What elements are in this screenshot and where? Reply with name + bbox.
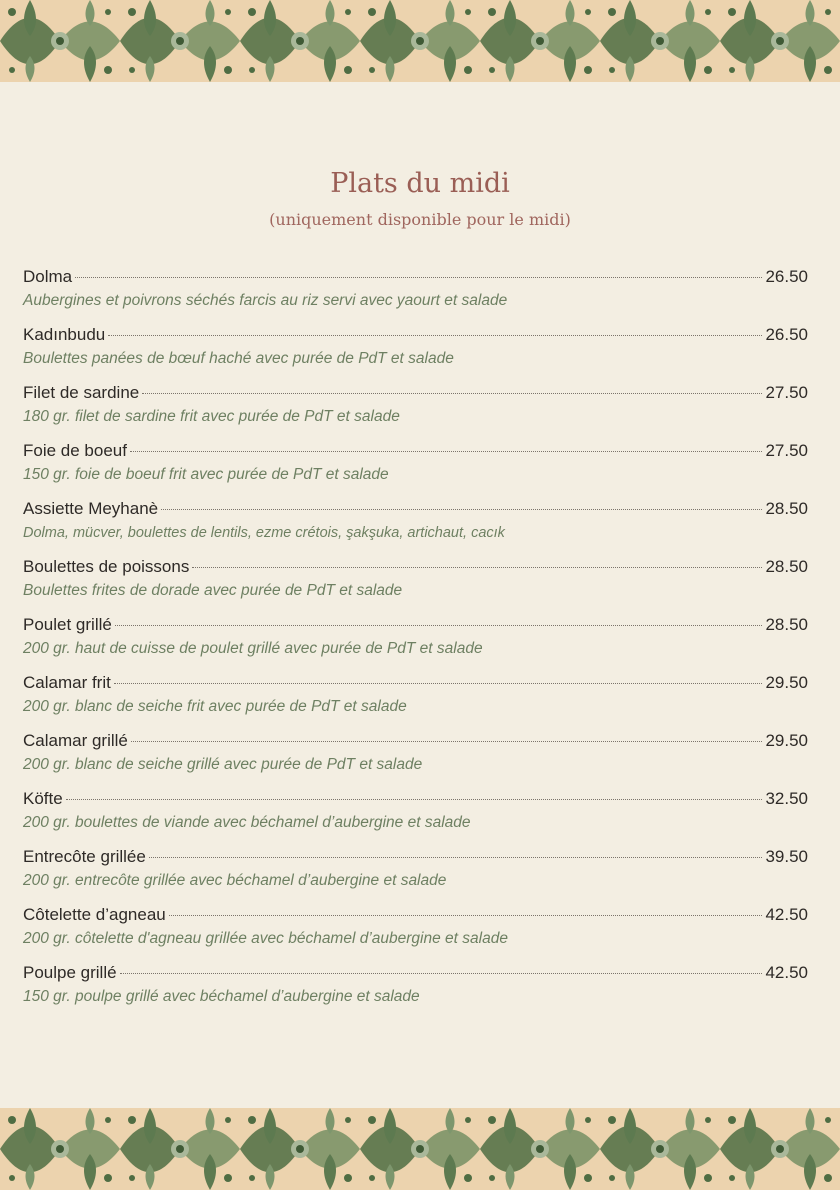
dish-name: Boulettes de poissons bbox=[23, 557, 190, 576]
dish-description: 200 gr. côtelette d'agneau grillée avec béchamel d’aubergine et salade bbox=[23, 930, 508, 947]
dish-description: Dolma, mücver, boulettes de lentils, ezme crétois, şakşuka, artichaut, cacık bbox=[23, 525, 505, 541]
dot-leader bbox=[115, 624, 763, 626]
dot-leader bbox=[108, 334, 762, 336]
menu-item bbox=[23, 496, 808, 554]
dish-price: 27.50 bbox=[765, 383, 808, 402]
floral-border-pattern-icon bbox=[0, 0, 840, 82]
page-subtitle: (uniquement disponible pour le midi) bbox=[269, 210, 571, 229]
dot-leader bbox=[142, 392, 762, 394]
menu-item bbox=[23, 786, 808, 844]
dish-description: 200 gr. blanc de seiche frit avec purée de PdT et salade bbox=[23, 698, 407, 715]
dot-leader bbox=[169, 914, 763, 916]
dish-description: 200 gr. entrecôte grillée avec béchamel d’aubergine et salade bbox=[23, 872, 447, 889]
page-title: Plats du midi bbox=[330, 168, 510, 199]
floral-border-pattern-icon bbox=[0, 1108, 840, 1190]
dot-leader bbox=[114, 682, 763, 684]
dish-description: 200 gr. boulettes de viande avec béchamel d’aubergine et salade bbox=[23, 814, 471, 831]
menu-item bbox=[23, 438, 808, 496]
bottom-floral-border bbox=[0, 1108, 840, 1190]
menu-list bbox=[23, 264, 808, 1018]
dish-price: 26.50 bbox=[765, 267, 808, 286]
dish-name: Foie de boeuf bbox=[23, 441, 127, 460]
dish-price: 27.50 bbox=[765, 441, 808, 460]
menu-item bbox=[23, 728, 808, 786]
menu-item bbox=[23, 902, 808, 960]
dish-price: 32.50 bbox=[765, 789, 808, 808]
dish-name: Poulet grillé bbox=[23, 615, 112, 634]
menu-item bbox=[23, 380, 808, 438]
dish-description: Boulettes frites de dorade avec purée de PdT et salade bbox=[23, 582, 403, 599]
dot-leader bbox=[120, 972, 763, 974]
dish-price: 42.50 bbox=[765, 963, 808, 982]
dish-name: Poulpe grillé bbox=[23, 963, 117, 982]
menu-item bbox=[23, 264, 808, 322]
dish-name: Dolma bbox=[23, 267, 73, 286]
dish-name: Côtelette d’agneau bbox=[23, 905, 166, 924]
dish-price: 29.50 bbox=[765, 673, 808, 692]
dish-price: 42.50 bbox=[765, 905, 808, 924]
dish-name: Calamar grillé bbox=[23, 731, 128, 750]
dish-price: 26.50 bbox=[765, 325, 808, 344]
dish-price: 28.50 bbox=[765, 557, 808, 576]
dish-price: 28.50 bbox=[765, 615, 808, 634]
menu-item bbox=[23, 844, 808, 902]
menu-item bbox=[23, 960, 808, 1018]
dish-price: 39.50 bbox=[765, 847, 808, 866]
dish-name: Entrecôte grillée bbox=[23, 847, 146, 866]
dish-description: Boulettes panées de bœuf haché avec purée de PdT et salade bbox=[23, 350, 454, 367]
menu-item bbox=[23, 322, 808, 380]
top-floral-border bbox=[0, 0, 840, 82]
dish-price: 29.50 bbox=[765, 731, 808, 750]
dot-leader bbox=[149, 856, 763, 858]
dot-leader bbox=[131, 740, 763, 742]
dish-description: 150 gr. foie de boeuf frit avec purée de PdT et salade bbox=[23, 466, 389, 483]
dish-description: 200 gr. haut de cuisse de poulet grillé avec purée de PdT et salade bbox=[23, 640, 483, 657]
dish-name: Kadınbudu bbox=[23, 325, 106, 344]
dot-leader bbox=[130, 450, 762, 452]
dot-leader bbox=[161, 508, 762, 510]
menu-item bbox=[23, 554, 808, 612]
menu-item bbox=[23, 670, 808, 728]
dish-description: Aubergines et poivrons séchés farcis au riz servi avec yaourt et salade bbox=[23, 292, 508, 309]
dot-leader bbox=[66, 798, 763, 800]
dish-name: Assiette Meyhanè bbox=[23, 499, 159, 518]
dot-leader bbox=[192, 566, 762, 568]
dot-leader bbox=[75, 276, 762, 278]
dish-description: 150 gr. poulpe grillé avec béchamel d’aubergine et salade bbox=[23, 988, 420, 1005]
menu-item bbox=[23, 612, 808, 670]
dish-description: 200 gr. blanc de seiche grillé avec purée de PdT et salade bbox=[23, 756, 423, 773]
dish-price: 28.50 bbox=[765, 499, 808, 518]
dish-name: Calamar frit bbox=[23, 673, 111, 692]
dish-name: Köfte bbox=[23, 789, 63, 808]
dish-description: 180 gr. filet de sardine frit avec purée de PdT et salade bbox=[23, 408, 400, 425]
dish-name: Filet de sardine bbox=[23, 383, 140, 402]
